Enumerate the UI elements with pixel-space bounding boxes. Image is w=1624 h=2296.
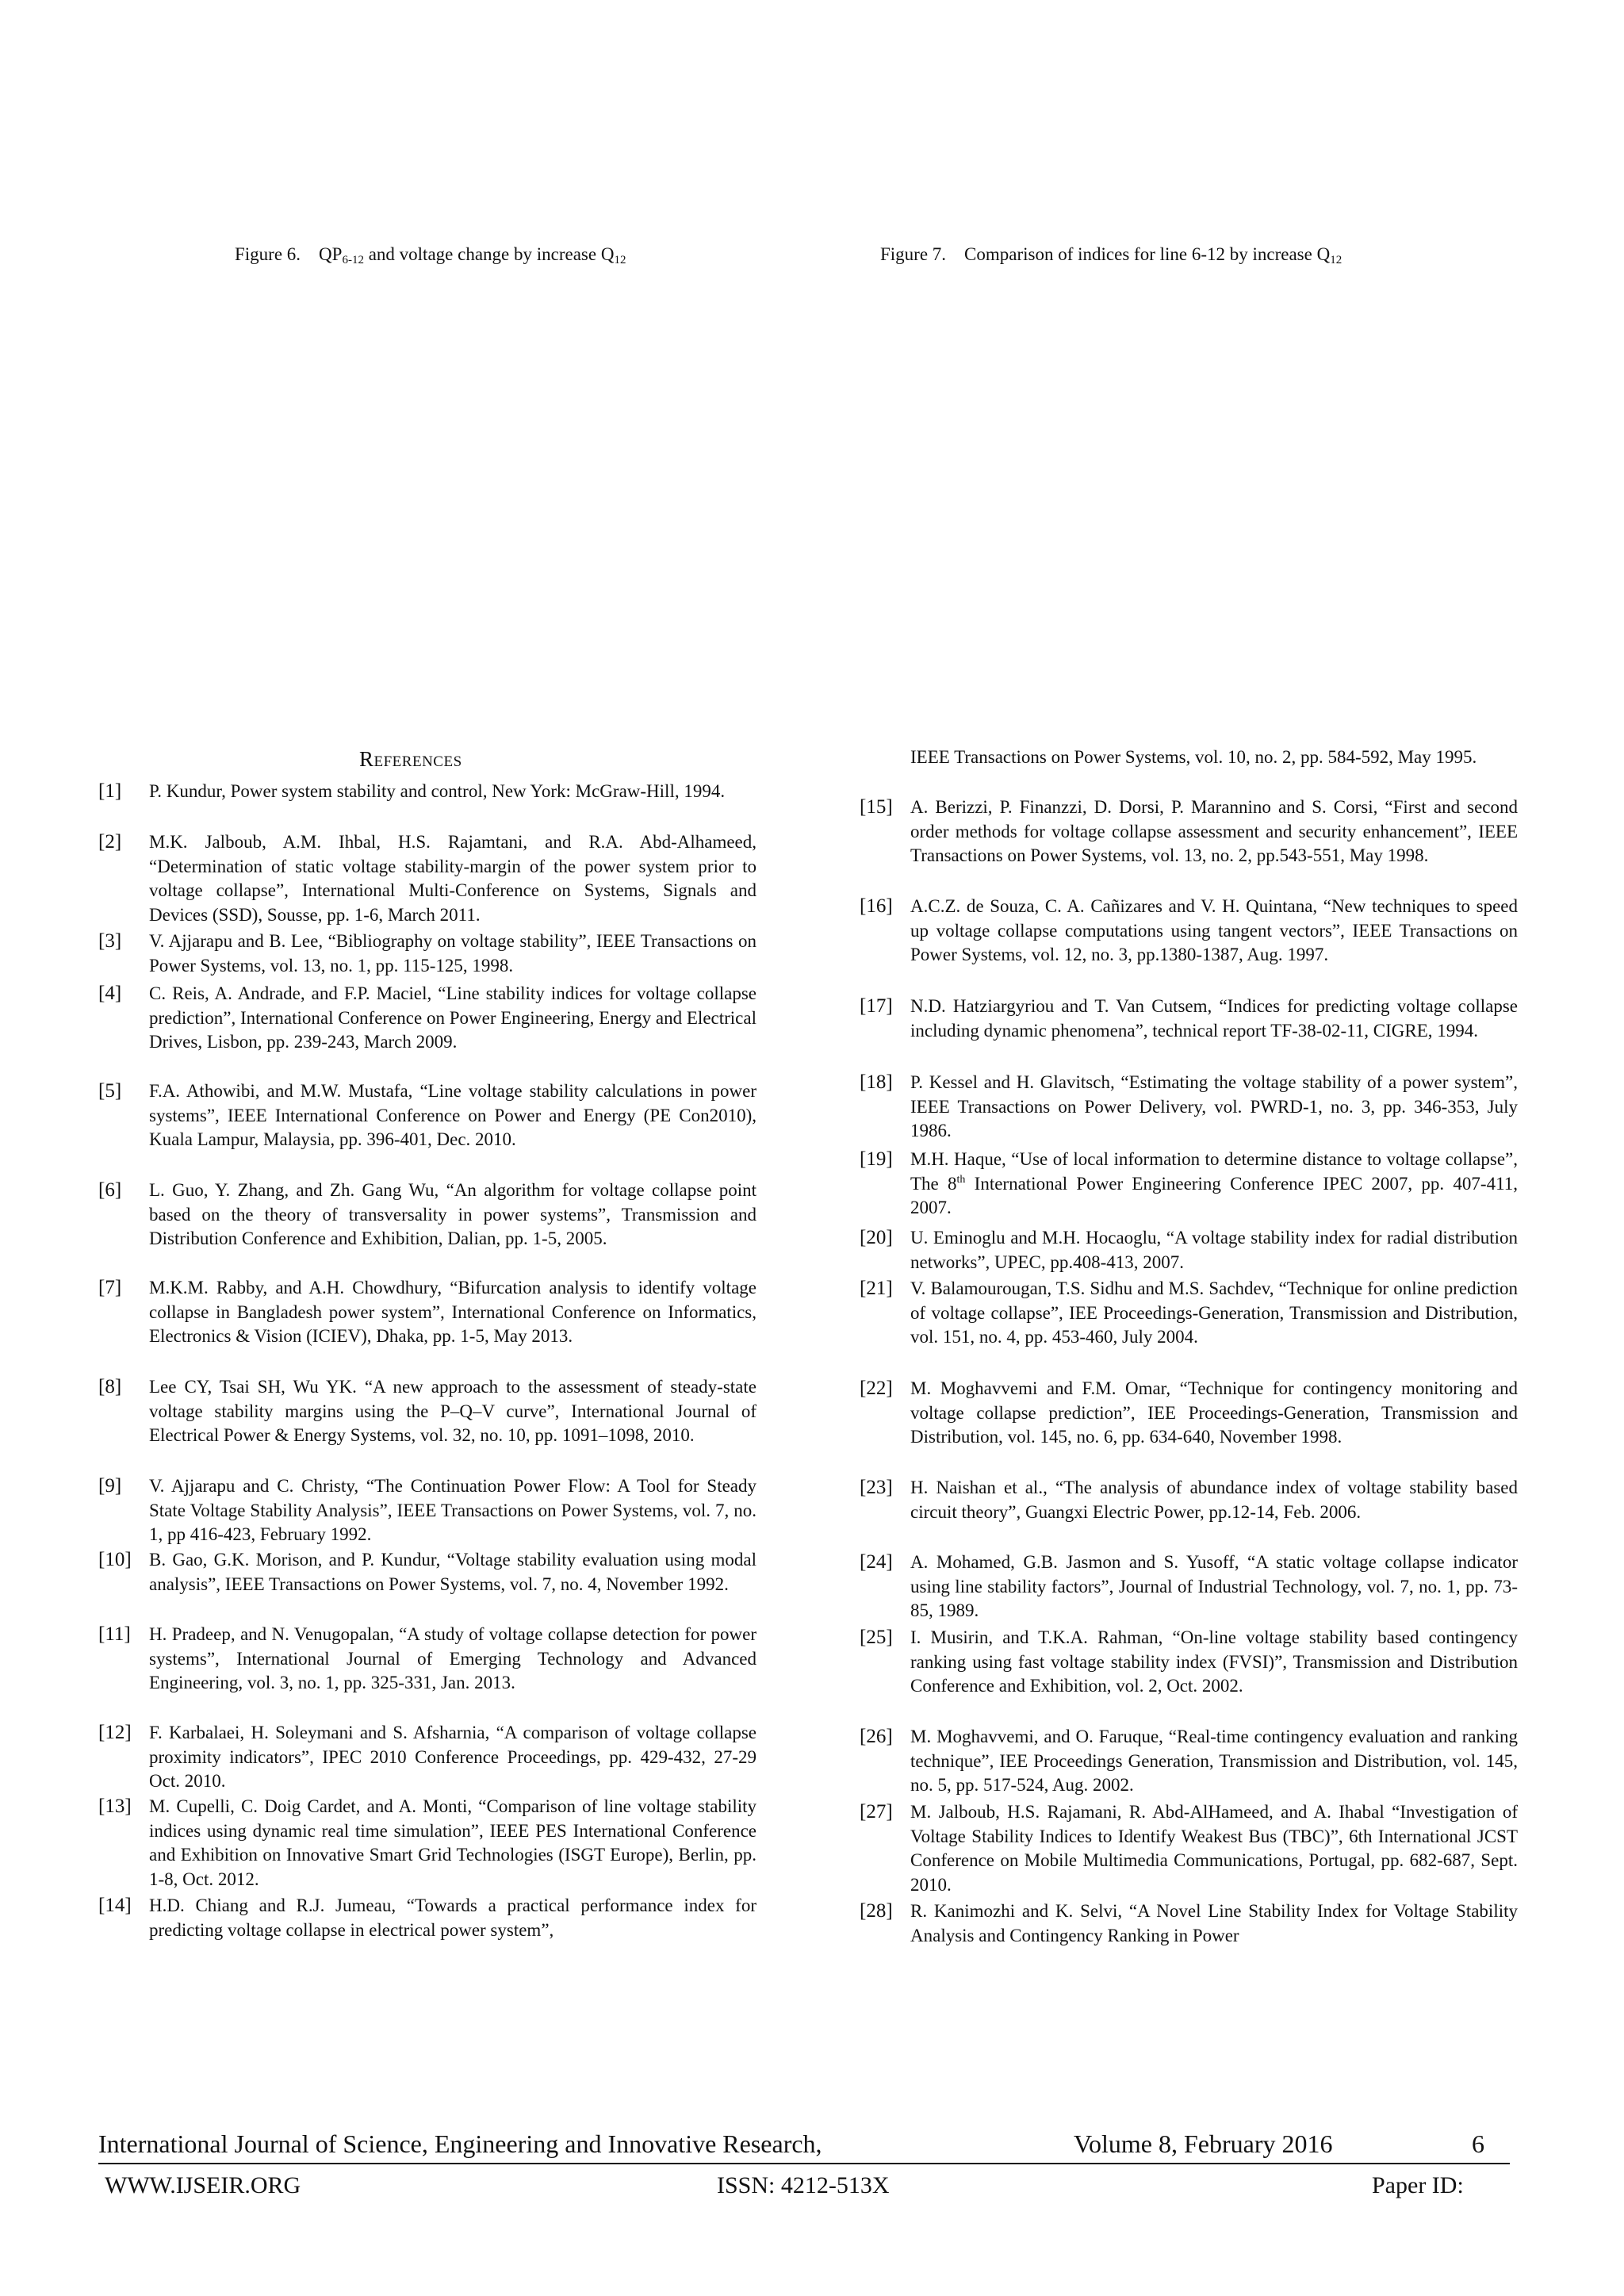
reference-item: [17] N.D. Hatziargyriou and T. Van Cutsem, “Indices for predicting voltage collapse including dynamic phenomena”, technical report TF-38-02-11, CIGRE, 1994. <box>860 995 1518 1041</box>
references-heading: References <box>359 747 462 771</box>
reference-continuation: IEEE Transactions on Power Systems, vol. 10, no. 2, pp. 584-592, May 1995. <box>910 747 1477 767</box>
footer-journal-name: International Journal of Science, Engineering and Innovative Research, <box>98 2129 822 2158</box>
reference-item: [26] M. Moghavvemi, and O. Faruque, “Real-time contingency evaluation and ranking technique”, IEE Proceedings Generation, Transmission and Distribution, vol. 145, no. 5, pp. 517-524, Aug. 2002. <box>860 1726 1518 1795</box>
reference-item: [5] F.A. Athowibi, and M.W. Mustafa, “Line voltage stability calculations in power systems”, IEEE International Conference on Power and Energy (PE Con2010), Kuala Lampur, Malaysia, pp. 396-401, Dec. 2010. <box>98 1080 756 1149</box>
reference-item: [7] M.K.M. Rabby, and A.H. Chowdhury, “Bifurcation analysis to identify voltage collapse in Bangladesh power system”, International Conference on Informatics, Electronics & Vision (ICIEV), Dhaka, pp. 1-5, May 2013. <box>98 1277 756 1346</box>
reference-item: [15] A. Berizzi, P. Finanzzi, D. Dorsi, P. Marannino and S. Corsi, “First and second order methods for voltage collapse assessment and security enhancement”, IEEE Transactions on Power Systems, vol. 13, no. 2, pp.543-551, May 1998. <box>860 796 1518 865</box>
footer-page-number: 6 <box>1472 2129 1484 2158</box>
reference-item: [3] V. Ajjarapu and B. Lee, “Bibliography on voltage stability”, IEEE Transactions on Power Systems, vol. 13, no. 1, pp. 115-125, 1998. <box>98 930 756 976</box>
reference-item: [25] I. Musirin, and T.K.A. Rahman, “On-line voltage stability based contingency ranking using fast voltage stability index (FVSI)”, Transmission and Distribution Conference and Exhibition, vol. 2, Oct. 2002. <box>860 1627 1518 1696</box>
reference-item: [8] Lee CY, Tsai SH, Wu YK. “A new approach to the assessment of steady-state voltage stability margins using the P–Q–V curve”, International Journal of Electrical Power & Energy Systems, vol. 32, no. 10, pp. 1091–1098, 2010. <box>98 1376 756 1445</box>
reference-item: [9] V. Ajjarapu and C. Christy, “The Continuation Power Flow: A Tool for Steady State Voltage Stability Analysis”, IEEE Transactions on Power Systems, vol. 7, no. 1, pp 416-423, February 1992. <box>98 1475 756 1544</box>
reference-item: [6] L. Guo, Y. Zhang, and Zh. Gang Wu, “An algorithm for voltage collapse point based on the theory of transversality in power systems”, Transmission and Distribution Conference and Exhibition, Dalian, pp. 1-5, 2005. <box>98 1179 756 1248</box>
footer-divider <box>98 2163 1510 2164</box>
reference-item: [4] C. Reis, A. Andrade, and F.P. Maciel, “Line stability indices for voltage collapse prediction”, International Conference on Power Engineering, Energy and Electrical Drives, Lisbon, pp. 239-243, March 2009. <box>98 983 756 1052</box>
reference-item: [23] H. Naishan et al., “The analysis of abundance index of voltage stability based circuit theory”, Guangxi Electric Power, pp.12-14, Feb. 2006. <box>860 1477 1518 1522</box>
reference-item: [20] U. Eminoglu and M.H. Hocaoglu, “A voltage stability index for radial distribution networks”, UPEC, pp.408-413, 2007. <box>860 1227 1518 1272</box>
reference-item: [27] M. Jalboub, H.S. Rajamani, R. Abd-AlHameed, and A. Ihabal “Investigation of Voltage Stability Indices to Identify Weakest Bus (TBC)”, 6th International JCST Conference on Mobile Multimedia Communications, Portugal, pp. 682-687, Sept. 2010. <box>860 1801 1518 1895</box>
footer-url: WWW.IJSEIR.ORG <box>105 2172 301 2198</box>
reference-item: [1] P. Kundur, Power system stability and control, New York: McGraw-Hill, 1994. <box>98 780 726 802</box>
reference-item: [13] M. Cupelli, C. Doig Cardet, and A. Monti, “Comparison of line voltage stability indices using dynamic real time simulation”, IEEE PES International Conference and Exhibition on Innovative Smart Grid Technologies (ISGT Europe), Berlin, pp. 1-8, Oct. 2012. <box>98 1796 756 1889</box>
footer-paper-id: Paper ID: <box>1372 2172 1464 2198</box>
reference-item: [14] H.D. Chiang and R.J. Jumeau, “Towards a practical performance index for predicting voltage collapse in electrical power system”, <box>98 1895 756 1940</box>
reference-item: [2] M.K. Jalboub, A.M. Ihbal, H.S. Rajamtani, and R.A. Abd-Alhameed, “Determination of static voltage stability-margin of the power system prior to voltage collapse”, International Multi-Conference on Systems, Signals and Devices (SSD), Sousse, pp. 1-6, March 2011. <box>98 831 756 925</box>
reference-item: [11] H. Pradeep, and N. Venugopalan, “A study of voltage collapse detection for power systems”, International Journal of Emerging Technology and Advanced Engineering, vol. 3, no. 1, pp. 325-331, Jan. 2013. <box>98 1623 756 1692</box>
footer-issn: ISSN: 4212-513X <box>717 2172 890 2198</box>
reference-item: [18] P. Kessel and H. Glavitsch, “Estimating the voltage stability of a power system”, IEEE Transactions on Power Delivery, vol. PWRD-1, no. 3, pp. 346-353, July 1986. <box>860 1071 1518 1140</box>
reference-item: [10] B. Gao, G.K. Morison, and P. Kundur, “Voltage stability evaluation using modal analysis”, IEEE Transactions on Power Systems, vol. 7, no. 4, November 1992. <box>98 1549 756 1594</box>
reference-item: [28] R. Kanimozhi and K. Selvi, “A Novel Line Stability Index for Voltage Stability Analysis and Contingency Ranking in Power <box>860 1900 1518 1945</box>
reference-item: [19] M.H. Haque, “Use of local information to determine distance to voltage collapse”, The 8th International Power Engineering Conference IPEC 2007, pp. 407-411, 2007. <box>860 1148 1518 1217</box>
reference-item: [21] V. Balamourougan, T.S. Sidhu and M.S. Sachdev, “Technique for online prediction of voltage collapse”, IEE Proceedings-Generation, Transmission and Distribution, vol. 151, no. 4, pp. 453-460, July 2004. <box>860 1278 1518 1347</box>
reference-item: [12] F. Karbalaei, H. Soleymani and S. Afsharnia, “A comparison of voltage collapse proximity indicators”, IPEC 2010 Conference Proceedings, pp. 429-432, 27-29 Oct. 2010. <box>98 1722 756 1791</box>
reference-item: [22] M. Moghavvemi and F.M. Omar, “Technique for contingency monitoring and voltage collapse prediction”, IEE Proceedings-Generation, Transmission and Distribution, vol. 145, no. 6, pp. 634-640, November 1998. <box>860 1378 1518 1447</box>
figure-6-caption: Figure 6. $QP_{6-12}$ and voltage change by increase $Q_{12}$ <box>235 244 626 266</box>
reference-item: [16] A.C.Z. de Souza, C. A. Cañizares and V. H. Quintana, “New techniques to speed up voltage collapse computations using tangent vectors”, IEEE Transactions on Power Systems, vol. 12, no. 3, pp.1380-1387, Aug. 1997. <box>860 895 1518 964</box>
figure-7-caption: Figure 7. Comparison of indices for line 6-12 by increase $Q_{12}$ <box>880 244 1342 266</box>
reference-item: [24] A. Mohamed, G.B. Jasmon and S. Yusoff, “A static voltage collapse indicator using line stability factors”, Journal of Industrial Technology, vol. 7, no. 1, pp. 73-85, 1989. <box>860 1551 1518 1620</box>
footer-volume: Volume 8, February 2016 <box>1074 2129 1333 2158</box>
